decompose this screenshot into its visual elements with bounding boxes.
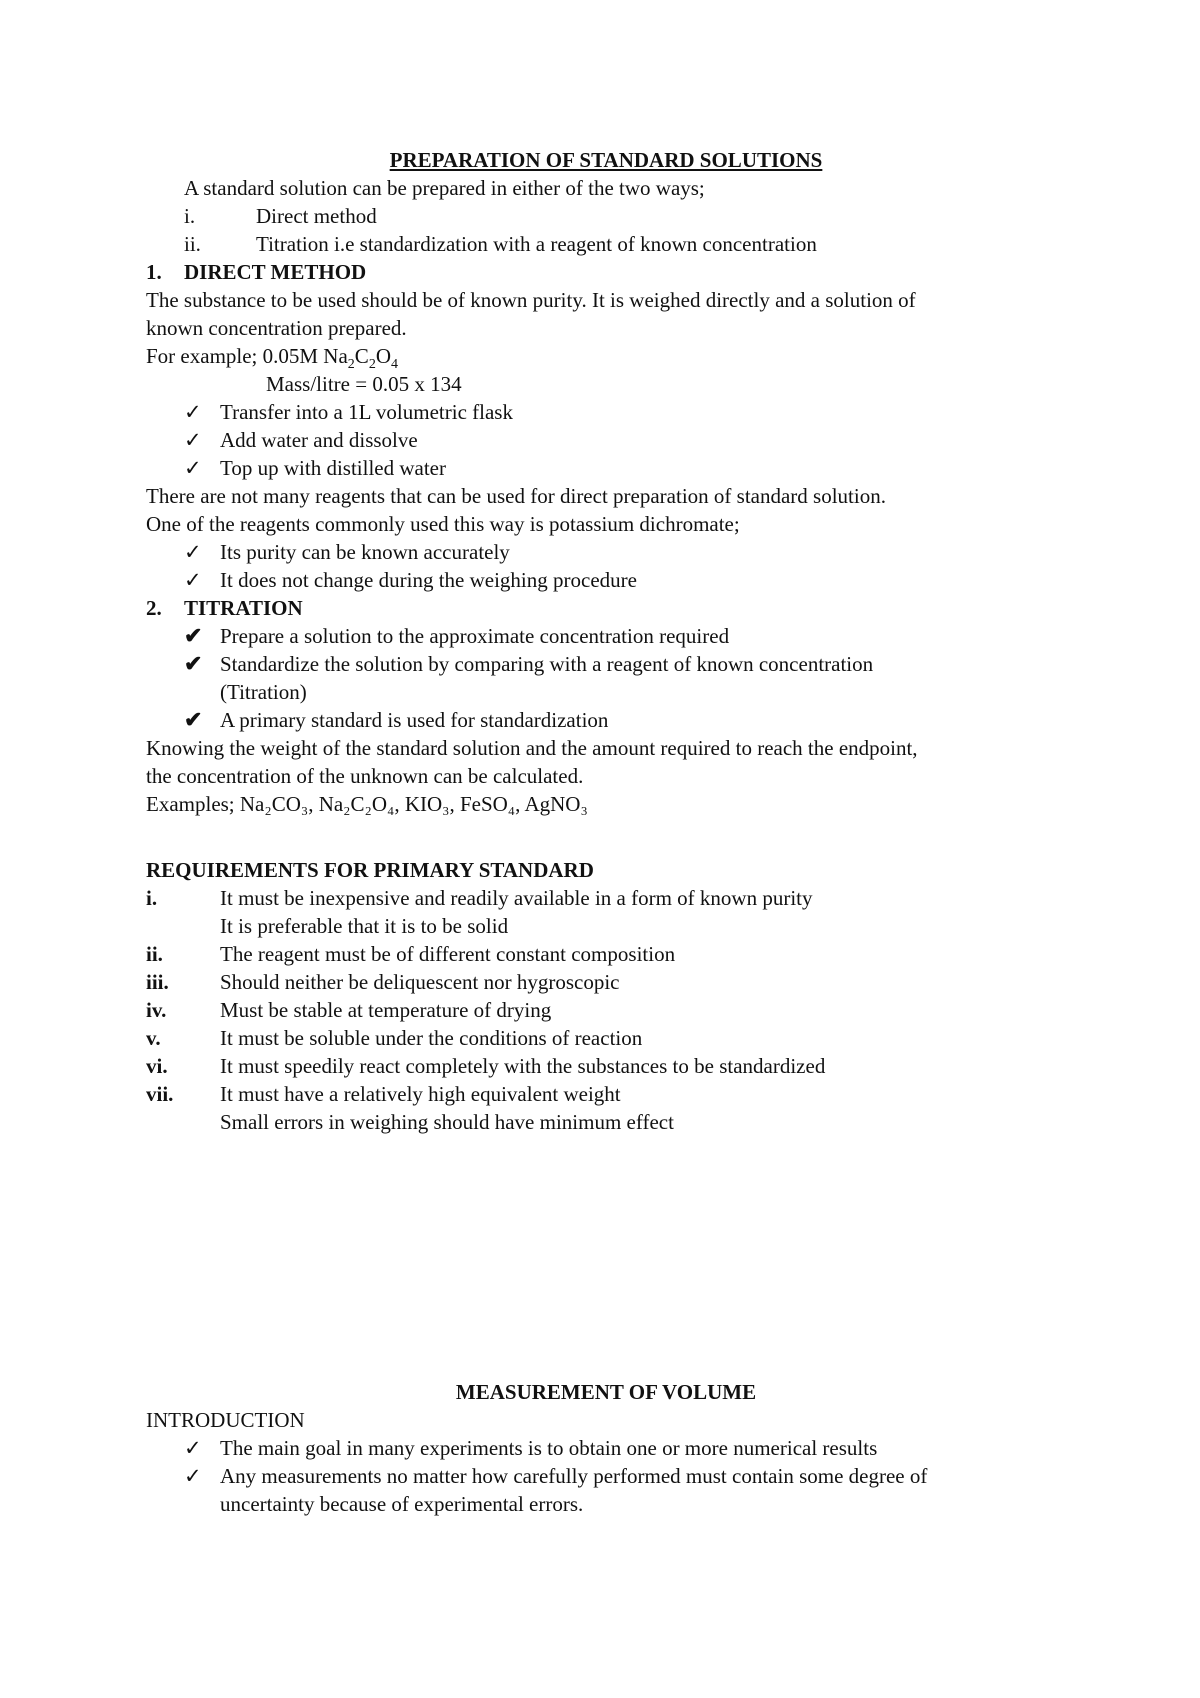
requirement-number: vi. [146,1054,168,1078]
checklist-item [146,398,1066,426]
example-text: C [354,344,369,368]
requirement-item [146,884,1066,912]
intro-text: A standard solution can be prepared in either of the two ways; [184,176,705,200]
checklist-text: Add water and dissolve [220,428,418,452]
checklist-text: It does not change during the weighing procedure [220,568,637,592]
subscript: 2 [347,357,355,373]
requirement-number: ii. [146,942,163,966]
heading-text: TITRATION [184,596,303,620]
checkmark-icon: ✓ [184,400,202,424]
checklist-text: Standardize the solution by comparing with a reagent of known concentration [220,652,874,676]
paragraph-line: known concentration prepared. [146,316,407,340]
requirement-text: It must be soluble under the conditions of reaction [220,1026,643,1050]
checklist-text: Any measurements no matter how carefully performed must contain some degree of [220,1464,928,1488]
subheading-titration [146,594,1066,622]
example-text: O [375,344,391,368]
examples-line: Examples; Na₂CO₃, Na₂C₂O₄, KIO₃, FeSO₄, AgNO₃ [146,792,588,816]
requirement-continuation: Small errors in weighing should have minimum effect [220,1110,674,1134]
requirement-text: It must have a relatively high equivalent weight [220,1082,621,1106]
requirement-item [146,940,1066,968]
checklist-continuation: (Titration) [220,680,307,704]
checklist-text: A primary standard is used for standardization [220,708,609,732]
requirement-number: iii. [146,970,169,994]
checklist-item [146,1462,1066,1490]
subheading-introduction: INTRODUCTION [146,1408,305,1432]
heading-text: DIRECT METHOD [184,260,367,284]
list-text: Direct method [256,204,377,228]
checklist-text: Transfer into a 1L volumetric flask [220,400,513,424]
checklist-item [146,650,1066,678]
checkmark-icon: ✓ [184,456,202,480]
section-title: PREPARATION OF STANDARD SOLUTIONS [389,148,823,172]
list-item [146,202,1066,230]
list-number: i. [184,204,196,228]
checkmark-icon: ✓ [184,428,202,452]
section-title: MEASUREMENT OF VOLUME [455,1380,757,1404]
checkmark-icon: ✓ [184,568,202,592]
paragraph-line: One of the reagents commonly used this way is potassium dichromate; [146,512,740,536]
paragraph-line: the concentration of the unknown can be calculated. [146,764,584,788]
requirement-number: iv. [146,998,167,1022]
checklist-item [146,622,1066,650]
checklist-text: The main goal in many experiments is to obtain one or more numerical results [220,1436,878,1460]
requirement-item [146,968,1066,996]
checkmark-icon: ✓ [184,1464,202,1488]
requirement-text: Should neither be deliquescent nor hygroscopic [220,970,620,994]
section-standard-solutions [146,146,1066,818]
checklist-item [146,706,1066,734]
list-text: Titration i.e standardization with a reagent of known concentration [256,232,817,256]
heading-number: 1. [146,260,162,284]
checklist-item [146,454,1066,482]
subscript: 2 [368,357,376,373]
requirements-heading: REQUIREMENTS FOR PRIMARY STANDARD [146,858,594,882]
checkmark-icon: ✔ [184,623,203,648]
checkmark-icon: ✓ [184,1436,202,1460]
heading-number: 2. [146,596,162,620]
checklist-text: Its purity can be known accurately [220,540,510,564]
requirement-text: Must be stable at temperature of drying [220,998,552,1022]
example-line [146,342,1066,373]
list-number: ii. [184,232,201,256]
requirement-number: vii. [146,1082,174,1106]
checklist-item [146,538,1066,566]
checklist-item [146,566,1066,594]
requirement-item [146,1052,1066,1080]
mass-calculation: Mass/litre = 0.05 x 134 [266,372,462,396]
paragraph-line: The substance to be used should be of known purity. It is weighed directly and a solution of [146,288,916,312]
checklist-text: Top up with distilled water [220,456,446,480]
checklist-item [146,426,1066,454]
checklist-text: Prepare a solution to the approximate concentration required [220,624,730,648]
requirement-item [146,996,1066,1024]
paragraph-line: Knowing the weight of the standard solution and the amount required to reach the endpoint, [146,736,918,760]
subscript: 4 [390,357,398,373]
requirement-item [146,1024,1066,1052]
checklist-continuation: uncertainty because of experimental errors. [220,1492,584,1516]
subheading-direct-method [146,258,1066,286]
requirement-number: i. [146,886,158,910]
requirement-text: It must speedily react completely with the substances to be standardized [220,1054,826,1078]
example-text: For example; 0.05M Na [146,344,348,368]
section-requirements [146,856,1066,1136]
requirement-continuation: It is preferable that it is to be solid [220,914,509,938]
requirement-text: The reagent must be of different constant composition [220,942,676,966]
section-measurement-of-volume [146,1378,1066,1518]
checklist-item [146,1434,1066,1462]
paragraph-line: There are not many reagents that can be used for direct preparation of standard solution. [146,484,886,508]
requirement-text: It must be inexpensive and readily available in a form of known purity [220,886,813,910]
requirement-number: v. [146,1026,161,1050]
requirement-item [146,1080,1066,1108]
checkmark-icon: ✔ [184,707,203,732]
list-item [146,230,1066,258]
checkmark-icon: ✓ [184,540,202,564]
checkmark-icon: ✔ [184,651,203,676]
